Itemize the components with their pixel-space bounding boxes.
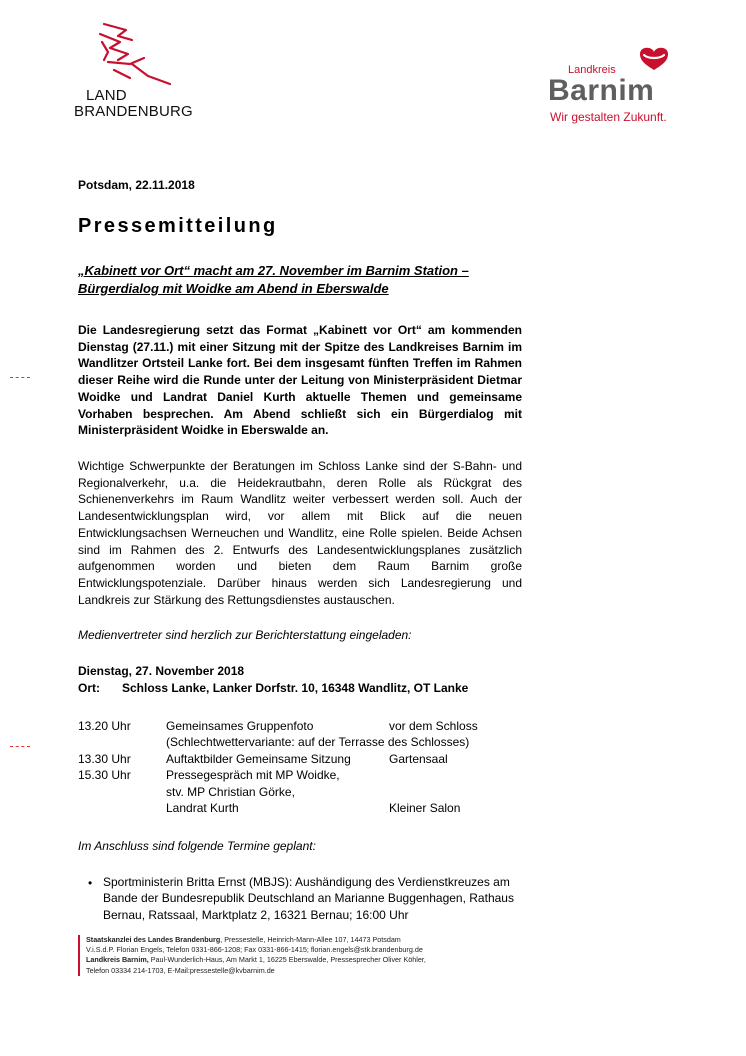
schedule-table [78, 718, 528, 818]
schedule-desc: Auftaktbilder Gemeinsame Sitzung [166, 751, 351, 766]
headline-line-1: „Kabinett vor Ort“ macht am 27. November im Barnim Station – [78, 263, 469, 278]
schedule-time: 13.20 Uhr [78, 719, 131, 733]
barnim-logo-small: Landkreis [568, 64, 616, 76]
barnim-logo-tagline: Wir gestalten Zukunft. [550, 110, 667, 124]
schedule-desc: Gemeinsames Gruppenfoto [166, 719, 314, 733]
headline [78, 262, 538, 298]
footer-line-4: Telefon 03334 214-1703, E-Mail:pressestelle@kvbarnim.de [86, 965, 275, 975]
followup-text: Im Anschluss sind folgende Termine geplant: [78, 839, 316, 853]
schedule-desc: stv. MP Christian Görke, [166, 784, 295, 799]
land-logo-line1: LAND [86, 87, 127, 104]
footer-line-2: V.i.S.d.P. Florian Engels, Telefon 0331-866-1208; Fax 0331-866-1415; florian.engels@stk.brandenburg.de [86, 945, 423, 955]
bullet-icon: • [88, 876, 93, 890]
place-value: Schloss Lanke, Lanker Dorfstr. 10, 16348 Wandlitz, OT Lanke [122, 681, 469, 695]
page-title: Pressemitteilung [78, 215, 278, 237]
body-paragraph: Wichtige Schwerpunkte der Beratungen im Schloss Lanke sind der S-Bahn- und Regionalverkehr, u.a. die Heidekrautbahn, deren Rolle als Rückgrat des Schienenverkehrs im Raum Wandlitz weiter verbessert werden soll. Auch der Landesentwicklungsplan wird, vor allem mit Blick auf die neuen Entwicklungsachsen Werneuchen und Wandlitz, eine Rolle spielen. Beide Achsen sind im Rahmen des 2. Entwurfs des Landesentwicklungsplanes zusätzlich aufgenommen worden und bieten dem Raum Barnim große Entwicklungspotenziale. Darüber hinaus werden sich Landesregierung und Landkreis zur Stärkung des Rettungsdienstes austauschen. [78, 459, 522, 607]
footer-contact [78, 935, 426, 976]
lead-paragraph: Die Landesregierung setzt das Format „Kabinett vor Ort“ am kommenden Dienstag (27.11.) mit einer Sitzung mit der Spitze des Landkreises Barnim im Wandlitzer Ortsteil Lanke fort. Bei dem insgesamt fünften Treffen im Rahmen dieser Reihe wird die Runde unter der Leitung von Ministerpräsident Dietmar Woidke und Landrat Daniel Kurth aktuelle Themen und gemeinsame Vorhaben besprechen. Am Abend schließt sich ein Bürgerdialog mit Ministerpräsident Woidke in Eberswalde an. [78, 323, 522, 438]
red-eagle-icon [74, 20, 184, 88]
barnim-logo-name: Barnim [548, 74, 655, 107]
schedule-desc: Pressegespräch mit MP Woidke, [166, 768, 340, 783]
schedule-loc: vor dem Schloss [389, 719, 478, 733]
schedule-desc: (Schlechtwettervariante: auf der Terrasse des Schlosses) [166, 735, 470, 750]
footer-kreis-address: Paul-Wunderlich-Haus, Am Markt 1, 16225 Eberswalde, Pressesprecher Oliver Köhler, [148, 955, 426, 965]
event-date: Dienstag, 27. November 2018 [78, 664, 245, 678]
land-brandenburg-logo [74, 20, 214, 120]
footer-stk-address: , Pressestelle, Heinrich-Mann-Allee 107, 14473 Potsdam [220, 935, 401, 944]
schedule-desc: Landrat Kurth [166, 801, 239, 815]
place-label: Ort: [78, 681, 100, 695]
fold-mark-top [10, 377, 30, 378]
red-heart-icon [634, 44, 674, 74]
schedule-time: 15.30 Uhr [78, 768, 131, 783]
schedule-time: 13.30 Uhr [78, 751, 131, 766]
footer-line-1 [86, 935, 426, 945]
fold-mark-bottom [10, 746, 30, 747]
schedule-loc: Kleiner Salon [389, 801, 461, 815]
bullet-item: Sportministerin Britta Ernst (MBJS): Aushändigung des Verdienstkreuzes am Bande der Bundesrepublik Deutschland an Marianne Buggenhagen, Rathaus Bernau, Ratssaal, Marktplatz 2, 16321 Bernau; 16:00 Uhr [103, 875, 514, 922]
date-line: Potsdam, 22.11.2018 [78, 178, 195, 192]
headline-line-2: Bürgerdialog mit Woidke am Abend in Eberswalde [78, 281, 389, 296]
schedule-loc: Gartensaal [389, 751, 448, 766]
land-logo-line2: BRANDENBURG [74, 103, 193, 120]
footer-line-3 [86, 955, 426, 965]
footer-kreis-name: Landkreis Barnim, [86, 955, 149, 965]
landkreis-barnim-logo [544, 44, 684, 134]
invite-text: Medienvertreter sind herzlich zur Berichterstattung eingeladen: [78, 628, 412, 642]
footer-stk-name: Staatskanzlei des Landes Brandenburg [86, 935, 221, 944]
